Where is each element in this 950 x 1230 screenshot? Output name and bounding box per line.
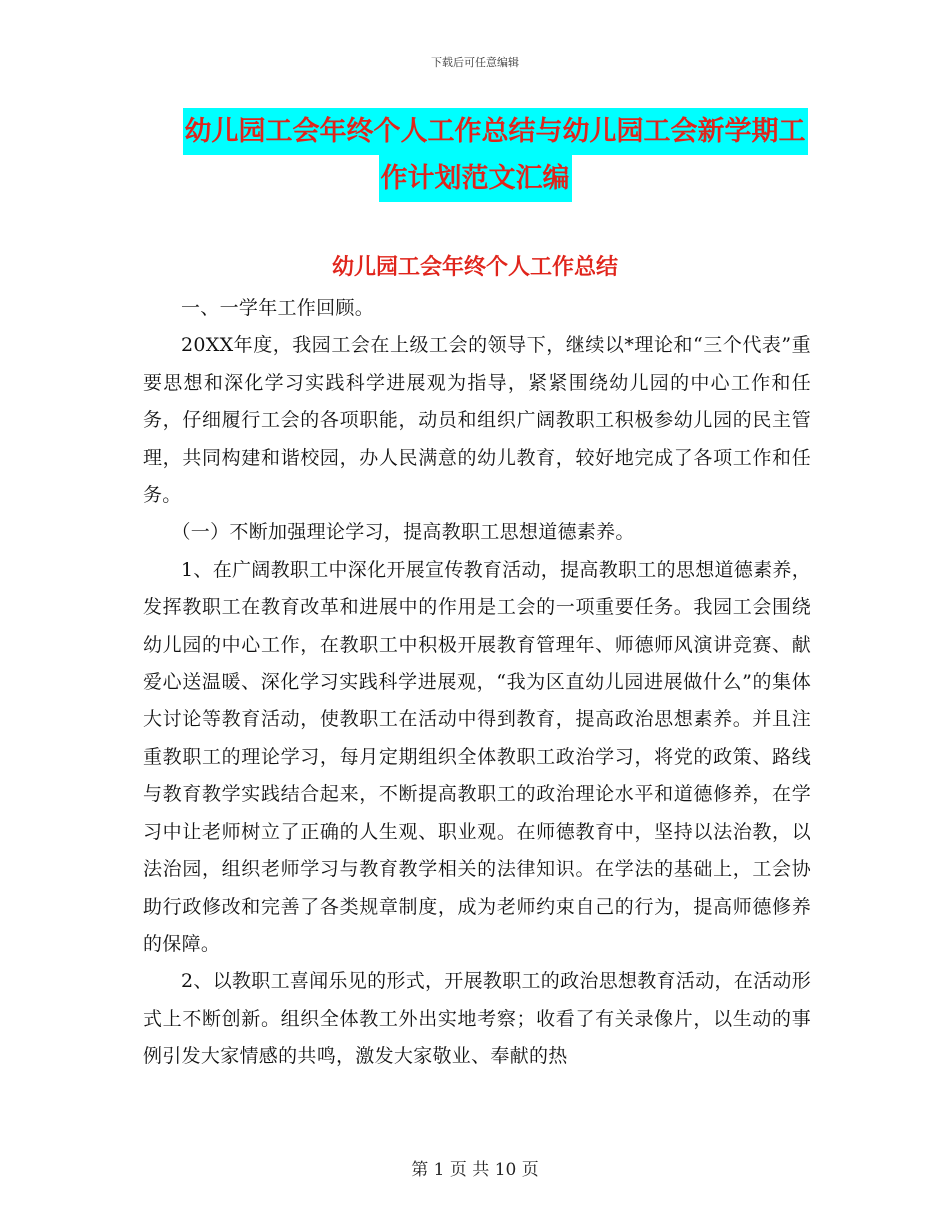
document-title-line-1: 幼儿园工会年终个人工作总结与幼儿园工会新学期工 bbox=[183, 108, 808, 155]
document-title bbox=[0, 108, 950, 202]
paragraph: 2、以教职工喜闻乐见的形式，开展教职工的政治思想教育活动，在活动形式上不断创新。组织全体教工外出实地考察；收看了有关录像片，以生动的事例引发大家情感的共鸣，激发大家敬业、奉献的热 bbox=[143, 970, 811, 1068]
paragraph-heading: 一、一学年工作回顾。 bbox=[181, 297, 375, 319]
paragraph: 20XX年度，我园工会在上级工会的领导下，继续以*理论和“三个代表”重要思想和深化学习实践科学进展观为指导，紧紧围绕幼儿园的中心工作和任务，仔细履行工会的各项职能，动员和组织广阔教职工积极参幼儿园的民主管理，共同构建和谐校园，办人民满意的幼儿教育，较好地完成了各项工作和任务。 bbox=[143, 334, 811, 507]
document-body bbox=[143, 290, 811, 1076]
paragraph: 1、在广阔教职工中深化开展宣传教育活动，提高教职工的思想道德素养，发挥教职工在教育改革和进展中的作用是工会的一项重要任务。我园工会围绕幼儿园的中心工作，在教职工中积极开展教育管理年、师德师风演讲竞赛、献爱心送温暖、深化学习实践科学进展观，“我为区直幼儿园进展做什么”的集体大讨论等教育活动，使教职工在活动中得到教育，提高政治思想素养。并且注重教职工的理论学习，每月定期组织全体教职工政治学习，将党的政策、路线与教育教学实践结合起来，不断提高教职工的政治理论水平和道德修养，在学习中让老师树立了正确的人生观、职业观。在师德教育中，坚持以法治教，以法治园，组织老师学习与教育教学相关的法律知识。在学法的基础上，工会协助行政修改和完善了各类规章制度，成为老师约束自己的行为，提高师德修养的保障。 bbox=[143, 558, 811, 955]
header-note: 下载后可任意编辑 bbox=[431, 56, 519, 69]
page-footer: 第 1 页 共 10 页 bbox=[411, 1160, 539, 1180]
document-title-line-2: 作计划范文汇编 bbox=[379, 155, 572, 202]
section-title: 幼儿园工会年终个人工作总结 bbox=[331, 255, 618, 280]
paragraph-subheading: （一）不断加强理论学习，提高教职工思想道德素养。 bbox=[171, 521, 635, 544]
